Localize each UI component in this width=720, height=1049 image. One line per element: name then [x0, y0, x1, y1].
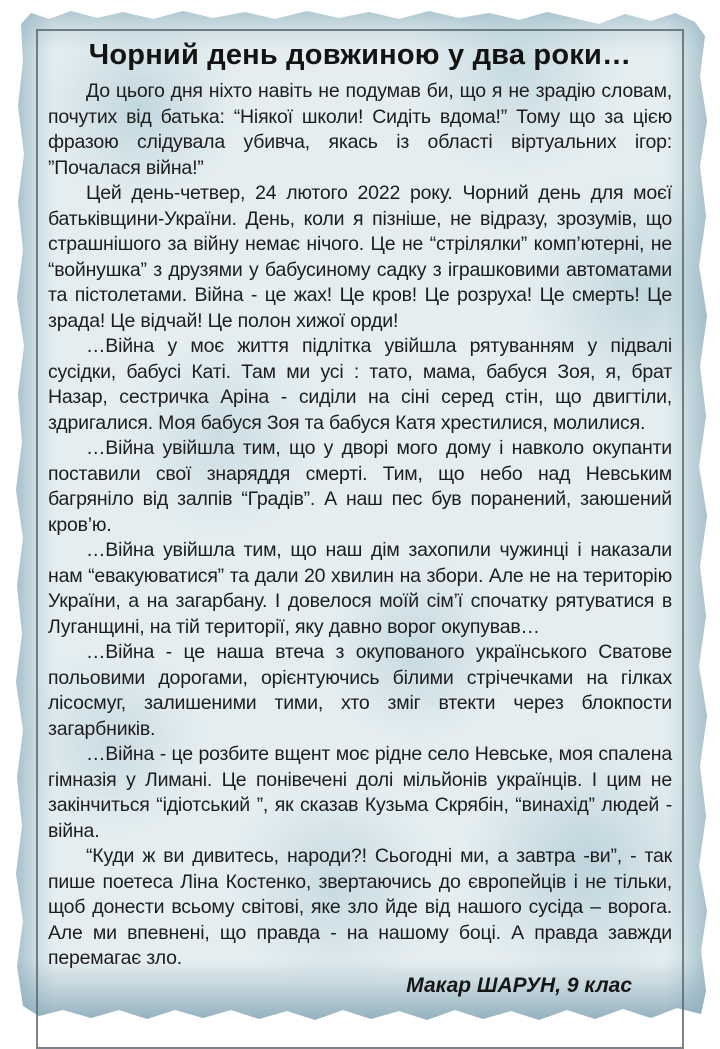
paragraph-evacuation: …Війна увійшла тим, що наш дім захопили чужинці і наказали нам “евакуюватися” та дали 20 хвилин на збори. Але не на територію України, а на загарбану. І довелося моїй сім’ї спочатку рятуватися в Луганщині, на тій території, яку давно ворог окупував… — [48, 539, 672, 638]
paragraph-escape: …Війна - це наша втеча з окупованого українського Сватове польовими дорогами, орієнтуючись білими стрічечками на гілках лісосмуг, залишеними тими, хто зміг втекти через блокпости загарбників. — [48, 641, 672, 740]
paragraph-intro: До цього дня ніхто навіть не подумав би, що я не зрадію словам, почутих від батька: “Ніякої школи! Сидіть вдома!” Тому що за цією фразою слідувала убивча, якась із області віртуальних ігор: ”Почалася війна!” — [48, 80, 672, 179]
document-frame — [36, 29, 684, 1049]
document-title: Чорний день довжиною у два роки… — [88, 39, 632, 71]
paragraph-kostenko-quote: “Куди ж ви дивитесь, народи?! Сьогодні ми, а завтра -ви”, - так пише поетеса Ліна Костенко, звертаючись до європейців і не тільки, щоб донести всьому світові, яке зло йде від нашого сусіда – ворога. Але ми впевнені, що правда - на нашому боці. А правда завжди перемагає зло. — [48, 845, 672, 969]
document-body — [48, 79, 672, 972]
author-signature: Макар ШАРУН, 9 клас — [406, 973, 632, 997]
paragraph-basement: …Війна у моє життя підлітка увійшла рятуванням у підвалі сусідки, бабусі Каті. Там ми усі : тато, мама, бабуся Зоя, я, брат Назар, сестричка Аріна - сиділи на сіні серед стін, що двигтіли, здригалися. Моя бабуся Зоя та бабуся Катя хрестилися, молилися. — [48, 335, 672, 434]
paragraph-black-day: Цей день-четвер, 24 лютого 2022 року. Чорний день для моєї батьківщини-України. День, коли я пізніше, не відразу, зрозумів, що страшнішого за війну немає нічого. Це не “стрілялки” комп’ютерні, не “войнушка” з друзями у бабусиному садку з іграшковими автоматами та пістолетами. Війна - це жах! Це кров! Це розруха! Це смерть! Це зрада! Це відчай! Це полон хижої орди! — [48, 182, 672, 332]
paragraph-occupants: …Війна увійшла тим, що у дворі мого дому і навколо окупанти поставили свої знаряддя смерті. Тим, що небо над Невським багряніло від залпів “Градів”. А наш пес був поранений, заюшений кров’ю. — [48, 437, 672, 536]
paragraph-destruction: …Війна - це розбите вщент моє рідне село Невське, моя спалена гімназія у Лимані. Це понівечені долі мільйонів українців. І цим не закінчиться “ідіотський ”, як сказав Кузьма Скрябін, “винахід” людей - війна. — [48, 743, 672, 842]
